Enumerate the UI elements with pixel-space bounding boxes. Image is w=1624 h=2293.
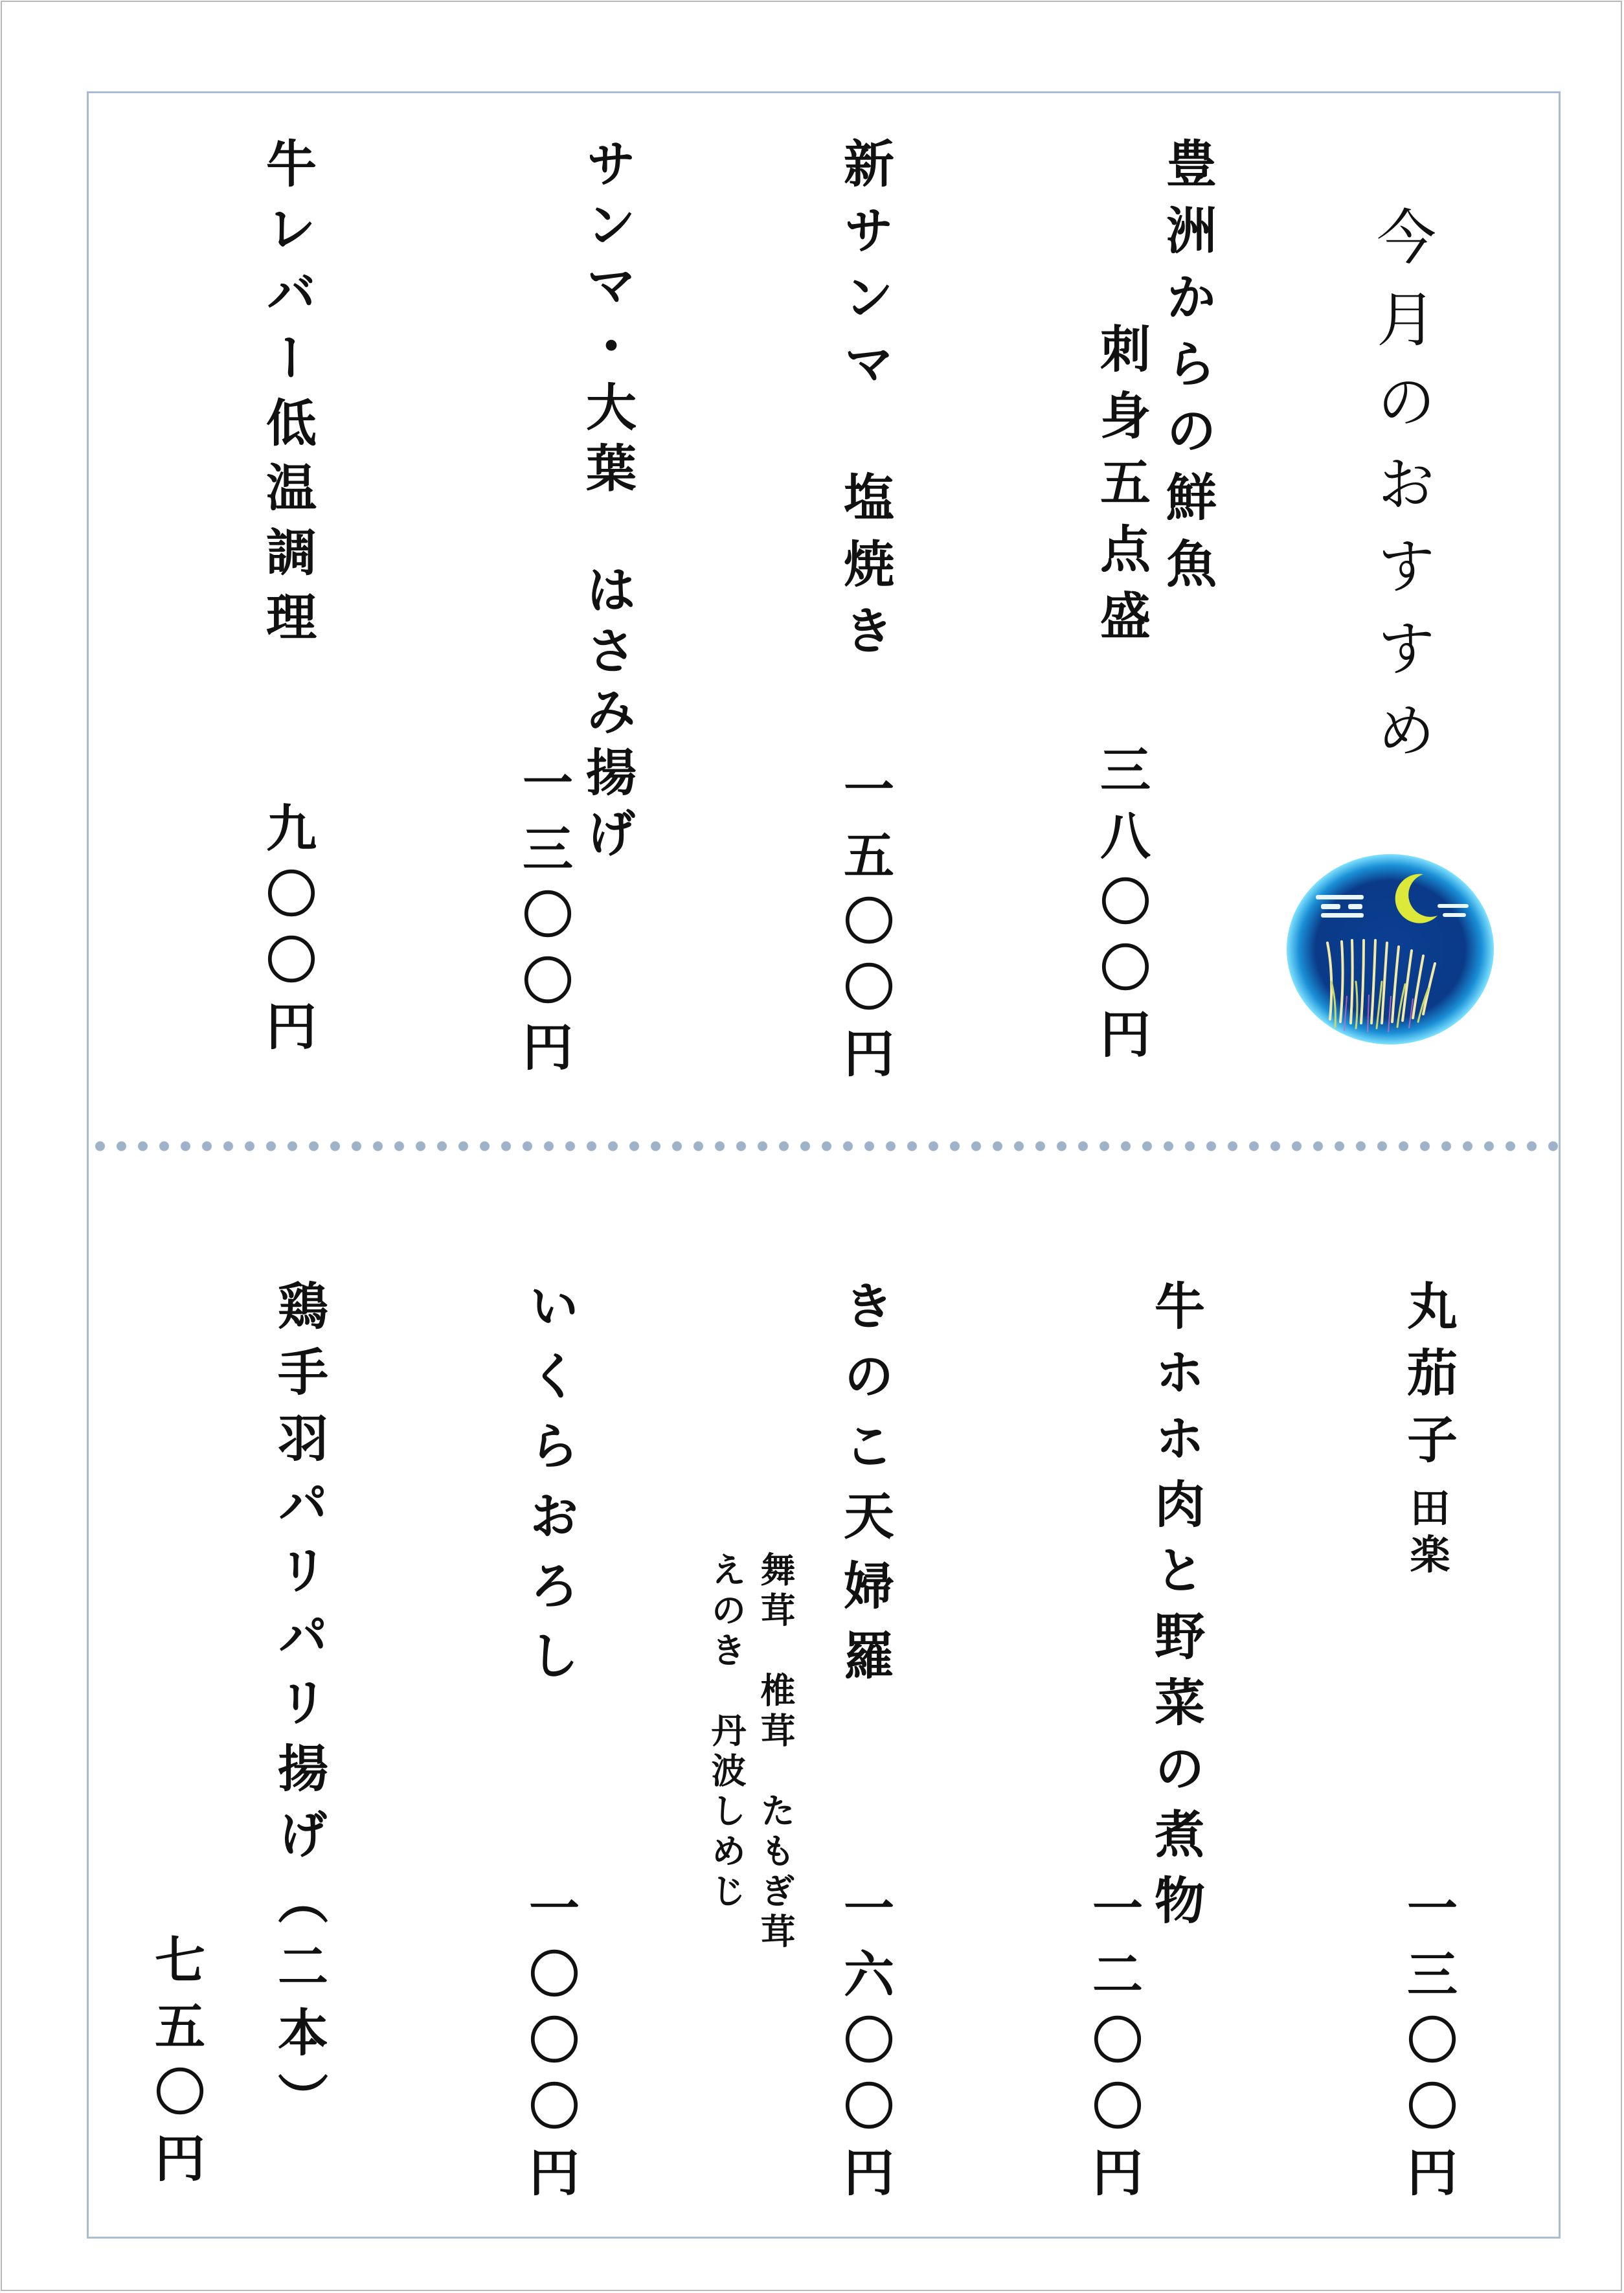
item-kinoko-tempura-name: きのこ天婦羅 [835,1280,894,1699]
item-gyu-liver-price: 九〇〇円 [258,802,316,1066]
item-kinoko-tempura-note-2: えのき 丹波しめじ [706,1552,747,1913]
menu-title: 今月のおすすめ [1367,206,1436,782]
item-ikura-oroshi-price: 一〇〇〇円 [521,1882,579,2212]
item-ikura-oroshi-name: いくらおろし [521,1280,579,1699]
item-sashimi-sub: 刺身五点盛 [1092,322,1150,656]
section-divider [89,1141,1558,1151]
item-gyuhoho-name: 牛ホホ肉と野菜の煮物 [1146,1280,1204,1940]
item-gyuhoho-price: 一二〇〇円 [1084,1882,1142,2212]
item-sanma-hasamiage-name: サンマ・大葉 はさみ揚げ [578,137,636,868]
item-marunasu-price: 一三〇〇円 [1399,1882,1457,2212]
item-marunasu-sub: 田楽 [1403,1487,1450,1580]
item-tebasaki-name: 鶏手羽パリパリ揚げ（二本） [269,1280,328,2138]
item-marunasu-name: 丸茄子 [1399,1280,1457,1480]
item-kinoko-tempura-price: 一六〇〇円 [835,1882,894,2212]
item-gyu-liver-name: 牛レバー低温調理 [258,137,316,655]
item-sanma-shioyaki-name: 新サンマ 塩焼き [835,137,894,671]
item-sanma-hasamiage-price: 一三〇〇円 [514,756,572,1087]
item-sanma-shioyaki-price: 一五〇〇円 [835,763,894,1093]
moon-pampas-grass-icon [1285,852,1496,1046]
item-sashimi-price: 三八〇〇円 [1092,743,1150,1074]
item-kinoko-tempura-note-1: 舞茸 椎茸 たもぎ茸 [755,1552,796,1953]
item-sashimi-name: 豊洲からの鮮魚 [1158,137,1216,604]
item-tebasaki-price: 七五〇円 [146,1934,205,2198]
